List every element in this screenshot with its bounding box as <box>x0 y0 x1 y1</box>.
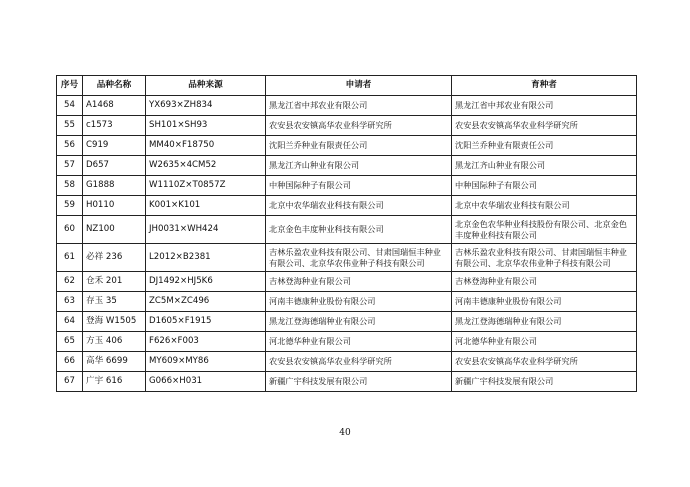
cell-source: G066×H031 <box>146 372 266 392</box>
cell-source: K001×K101 <box>146 196 266 216</box>
cell-no: 62 <box>57 272 83 292</box>
cell-breeder: 吉林乐盈农业科技有限公司、甘肃国瑞恒丰种业有限公司、北京华农伟业种子科技有限公司 <box>452 244 637 272</box>
cell-source: D1605×F1915 <box>146 312 266 332</box>
cell-no: 60 <box>57 216 83 244</box>
cell-name: C919 <box>83 136 146 156</box>
table-row <box>57 312 637 332</box>
page-number: 40 <box>339 428 351 438</box>
cell-name: 存玉 35 <box>83 292 146 312</box>
cell-breeder: 河南丰德康种业股份有限公司 <box>452 292 637 312</box>
cell-no: 66 <box>57 352 83 372</box>
cell-source: L2012×B2381 <box>146 244 266 272</box>
table-row <box>57 352 637 372</box>
cell-breeder: 中种国际种子有限公司 <box>452 176 637 196</box>
cell-name: NZ100 <box>83 216 146 244</box>
table-row <box>57 292 637 312</box>
cell-source: MM40×F18750 <box>146 136 266 156</box>
cell-no: 58 <box>57 176 83 196</box>
cell-applicant: 中种国际种子有限公司 <box>266 176 452 196</box>
header-source: 品种来源 <box>146 76 266 96</box>
cell-breeder: 黑龙江登海德瑞种业有限公司 <box>452 312 637 332</box>
cell-applicant: 沈阳兰乔种业有限责任公司 <box>266 136 452 156</box>
cell-breeder: 北京金色农华种业科技股份有限公司、北京金色丰度种业科技有限公司 <box>452 216 637 244</box>
cell-source: SH101×SH93 <box>146 116 266 136</box>
cell-no: 59 <box>57 196 83 216</box>
cell-no: 63 <box>57 292 83 312</box>
table-row <box>57 116 637 136</box>
cell-name: 登海 W1505 <box>83 312 146 332</box>
table-header-row <box>57 76 637 96</box>
variety-table <box>56 75 637 392</box>
cell-no: 55 <box>57 116 83 136</box>
cell-applicant: 黑龙江齐山种业有限公司 <box>266 156 452 176</box>
cell-applicant: 吉林登海种业有限公司 <box>266 272 452 292</box>
cell-name: 仓禾 201 <box>83 272 146 292</box>
header-name: 品种名称 <box>83 76 146 96</box>
cell-name: 高华 6699 <box>83 352 146 372</box>
cell-source: MY609×MY86 <box>146 352 266 372</box>
table-row <box>57 272 637 292</box>
cell-no: 65 <box>57 332 83 352</box>
table-row <box>57 96 637 116</box>
cell-applicant: 北京金色丰度种业科技有限公司 <box>266 216 452 244</box>
cell-source: W2635×4CM52 <box>146 156 266 176</box>
cell-applicant: 农安县农安镇高华农业科学研究所 <box>266 116 452 136</box>
cell-breeder: 河北德华种业有限公司 <box>452 332 637 352</box>
cell-name: G1888 <box>83 176 146 196</box>
cell-breeder: 黑龙江齐山种业有限公司 <box>452 156 637 176</box>
cell-no: 57 <box>57 156 83 176</box>
cell-applicant: 黑龙江省中邦农业有限公司 <box>266 96 452 116</box>
cell-applicant: 河北德华种业有限公司 <box>266 332 452 352</box>
cell-applicant: 黑龙江登海德瑞种业有限公司 <box>266 312 452 332</box>
cell-breeder: 吉林登海种业有限公司 <box>452 272 637 292</box>
cell-name: 方玉 406 <box>83 332 146 352</box>
cell-no: 67 <box>57 372 83 392</box>
cell-breeder: 沈阳兰乔种业有限责任公司 <box>452 136 637 156</box>
cell-source: JH0031×WH424 <box>146 216 266 244</box>
cell-source: DJ1492×HJ5K6 <box>146 272 266 292</box>
cell-no: 64 <box>57 312 83 332</box>
cell-no: 54 <box>57 96 83 116</box>
cell-applicant: 河南丰德康种业股份有限公司 <box>266 292 452 312</box>
cell-breeder: 黑龙江省中邦农业有限公司 <box>452 96 637 116</box>
table-row <box>57 372 637 392</box>
table-row <box>57 196 637 216</box>
cell-applicant: 北京中农华瑞农业科技有限公司 <box>266 196 452 216</box>
table-row <box>57 136 637 156</box>
cell-name: A1468 <box>83 96 146 116</box>
cell-no: 56 <box>57 136 83 156</box>
table-row <box>57 156 637 176</box>
cell-applicant: 农安县农安镇高华农业科学研究所 <box>266 352 452 372</box>
cell-source: ZC5M×ZC496 <box>146 292 266 312</box>
header-applicant: 申请者 <box>266 76 452 96</box>
cell-name: c1573 <box>83 116 146 136</box>
cell-name: 广宇 616 <box>83 372 146 392</box>
cell-name: D657 <box>83 156 146 176</box>
cell-name: H0110 <box>83 196 146 216</box>
cell-source: YX693×ZH834 <box>146 96 266 116</box>
cell-applicant: 吉林乐盈农业科技有限公司、甘肃国瑞恒丰种业有限公司、北京华农伟业种子科技有限公司 <box>266 244 452 272</box>
table-body <box>57 96 637 392</box>
header-breeder: 育种者 <box>452 76 637 96</box>
cell-breeder: 新疆广宇科技发展有限公司 <box>452 372 637 392</box>
table-row <box>57 244 637 272</box>
cell-breeder: 农安县农安镇高华农业科学研究所 <box>452 116 637 136</box>
cell-source: F626×F003 <box>146 332 266 352</box>
cell-breeder: 北京中农华瑞农业科技有限公司 <box>452 196 637 216</box>
table-row <box>57 216 637 244</box>
table-row <box>57 332 637 352</box>
cell-source: W1110Z×T0857Z <box>146 176 266 196</box>
cell-breeder: 农安县农安镇高华农业科学研究所 <box>452 352 637 372</box>
header-no: 序号 <box>57 76 83 96</box>
table-row <box>57 176 637 196</box>
cell-applicant: 新疆广宇科技发展有限公司 <box>266 372 452 392</box>
cell-name: 必祥 236 <box>83 244 146 272</box>
cell-no: 61 <box>57 244 83 272</box>
